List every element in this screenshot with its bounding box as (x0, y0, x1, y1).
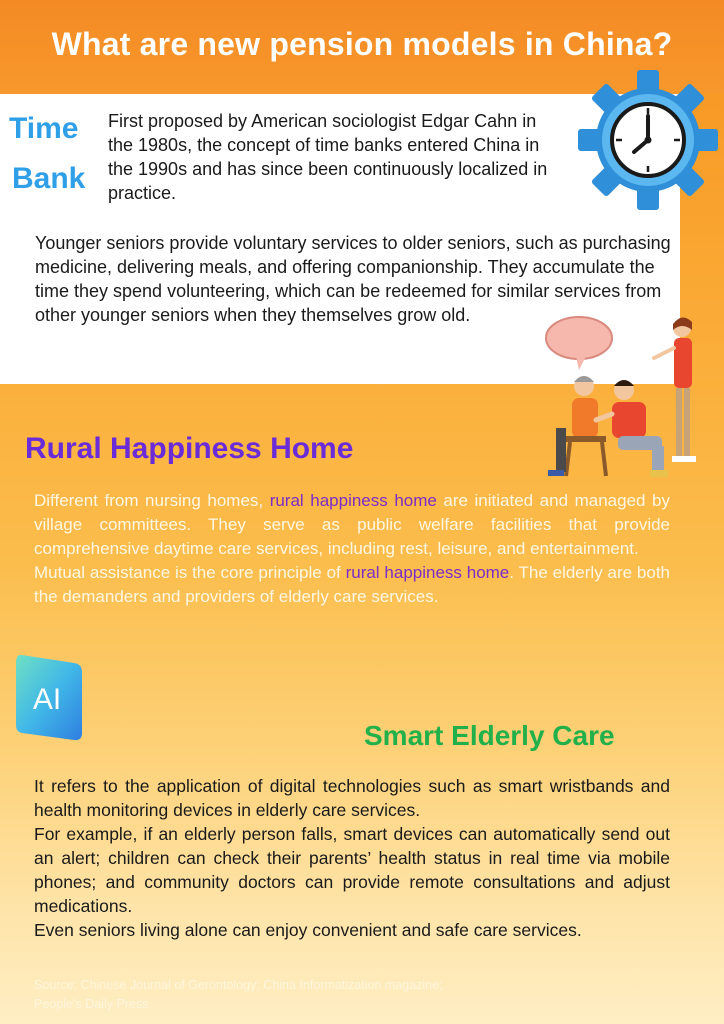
source-line-1: Source: Chinese Journal of Gerontology; China Informatization magazine; (34, 978, 443, 992)
ai-icon (14, 653, 86, 743)
source-line-2: People’s Daily Press (34, 997, 149, 1011)
time-bank-intro: First proposed by American sociologist Edgar Cahn in the 1980s, the concept of time banks entered China in the 1990s and has since been continuously localized in practice. (108, 111, 548, 203)
rural-p1-text: Different from nursing homes, (34, 491, 270, 510)
rural-p1-text-end: are initiated and managed by village committees. They serve as public welfare facilities that provide comprehensive daytime care services, including rest, leisure, and entertainment. (34, 491, 671, 558)
smart-paragraph-3: Even seniors living alone can enjoy convenient and safe care services. (34, 920, 582, 940)
page-title: What are new pension models in China? (51, 26, 673, 62)
time-bank-description: Younger seniors provide voluntary services to older seniors, such as purchasing medicine, delivering meals, and offering companionship. They accumulate the time they spend volunteering, which can be redeemed for similar services from other younger seniors when they themselves grow old. (35, 233, 671, 325)
rural-paragraph-2 (34, 561, 670, 609)
time-bank-title-line2: Bank (12, 162, 86, 195)
rural-p2-text-end: . The elderly are both the demanders and providers of elderly care services. (34, 563, 671, 606)
smart-paragraph-1: It refers to the application of digital technologies such as smart wristbands and health monitoring devices in elderly care services. (34, 776, 670, 820)
source-note (34, 976, 594, 1014)
ai-icon-text: AI (32, 683, 62, 716)
rural-paragraph-1 (34, 489, 670, 561)
rural-p2-highlight: rural happiness home (345, 563, 510, 582)
smart-elderly-care-body (34, 774, 670, 942)
rural-happiness-home-body (34, 489, 670, 609)
time-bank-title-line1: Time (9, 112, 79, 145)
smart-paragraph-2: For example, if an elderly person falls, smart devices can automatically send out an alert; children can check their parents’ health status in real time via mobile phones; and community doctors can provide remote consultations and adjust medications. (34, 824, 670, 916)
clock-icon (578, 70, 718, 210)
rural-happiness-home-title: Rural Happiness Home (25, 432, 354, 465)
rural-p1-highlight: rural happiness home (269, 491, 437, 510)
people-illustration (532, 308, 720, 486)
smart-elderly-care-title: Smart Elderly Care (364, 720, 615, 751)
rural-p2-text: Mutual assistance is the core principle of (34, 563, 346, 582)
